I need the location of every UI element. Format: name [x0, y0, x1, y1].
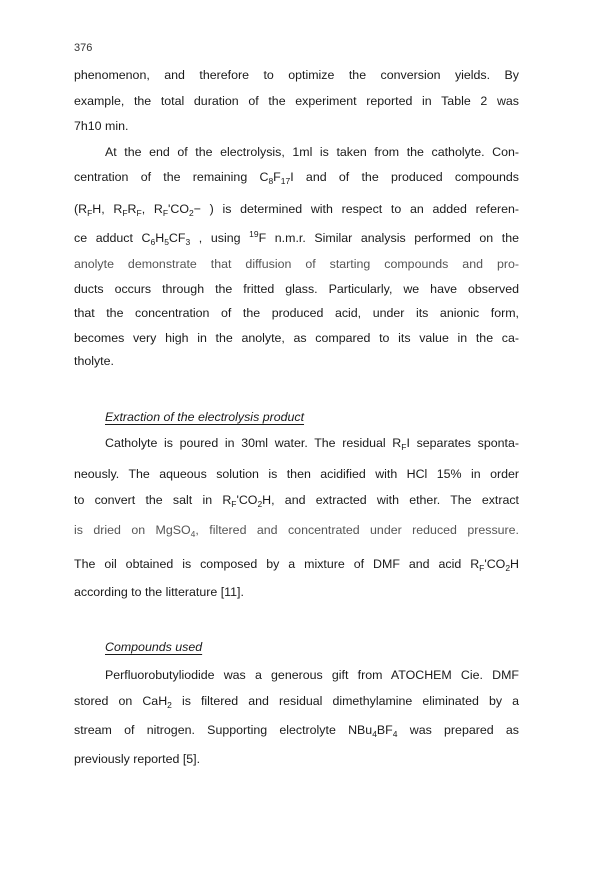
text-line: becomes very high in the anolyte, as compared to its value in the ca- [74, 331, 519, 345]
text-line: 7h10 min. [74, 119, 129, 133]
text-line: example, the total duration of the experiment reported in Table 2 was [74, 94, 519, 108]
text-line: phenomenon, and therefore to optimize the conversion yields. By [74, 68, 519, 82]
text-line: stored on CaH$_2$ is filtered and residual dimethylamine eliminated by a [74, 694, 519, 710]
section-heading: Compounds used [105, 640, 203, 654]
text-line: Perfluorobutyliodide was a generous gift from ATOCHEM Cie. DMF [105, 668, 519, 682]
text-line: Catholyte is poured in 30ml water. The residual $R_FI$ separates sponta- [105, 436, 519, 452]
text-line: previously reported [5]. [74, 752, 201, 766]
text-line: stream of nitrogen. Supporting electrolyte $NBu_4BF_4$ was prepared as [74, 723, 519, 739]
text-line: to convert the salt in $R_F'CO_2H$, and extracted with ether. The extract [74, 493, 520, 509]
text-line: ducts occurs through the fritted glass. Particularly, we have observed [74, 282, 519, 296]
text-line: At the end of the electrolysis, 1ml is taken from the catholyte. Con- [105, 145, 519, 159]
page-number: 376 [74, 42, 93, 54]
text-line: The oil obtained is composed by a mixture of DMF and acid $R_F'CO_2H$ [74, 557, 519, 573]
text-line: ($R_FH$, $R_FR_F$, $R_F'CO_2-$ ) is determined with respect to an added referen- [74, 202, 519, 218]
text-line: according to the litterature [11]. [74, 585, 244, 599]
text-line: centration of the remaining $C_8F_{17}I$ and of the produced compounds [74, 170, 519, 186]
text-line: tholyte. [74, 354, 114, 368]
section-heading: Extraction of the electrolysis product [105, 410, 305, 424]
text-line: neously. The aqueous solution is then acidified with HCl 15% in order [74, 467, 519, 481]
text-line: ce adduct $C_6H_5CF_3$ , using $^{19}$F n.m.r. Similar analysis performed on the [74, 229, 519, 247]
text-line: is dried on MgSO$_4$, filtered and concentrated under reduced pressure. [74, 523, 519, 539]
text-line: that the concentration of the produced acid, under its anionic form, [74, 306, 519, 320]
text-line: anolyte demonstrate that diffusion of starting compounds and pro- [74, 257, 519, 271]
